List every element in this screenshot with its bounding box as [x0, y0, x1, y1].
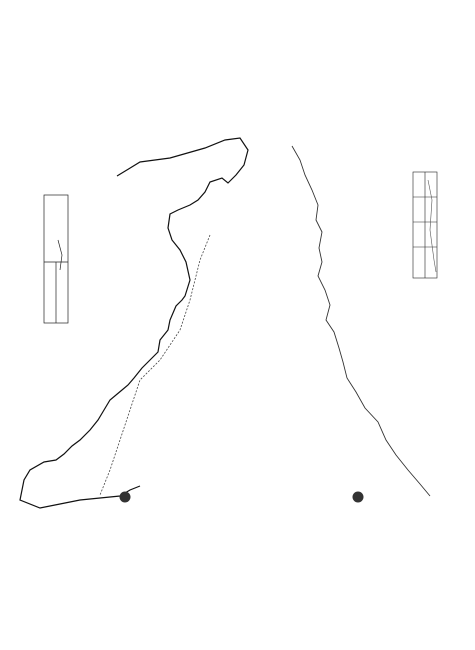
inset-map — [44, 195, 68, 323]
occurrence-dot — [120, 492, 131, 503]
profile-inset — [413, 172, 437, 278]
prefecture-border — [100, 235, 210, 495]
occurrence-dot — [353, 492, 364, 503]
altitude-curve — [292, 146, 430, 496]
